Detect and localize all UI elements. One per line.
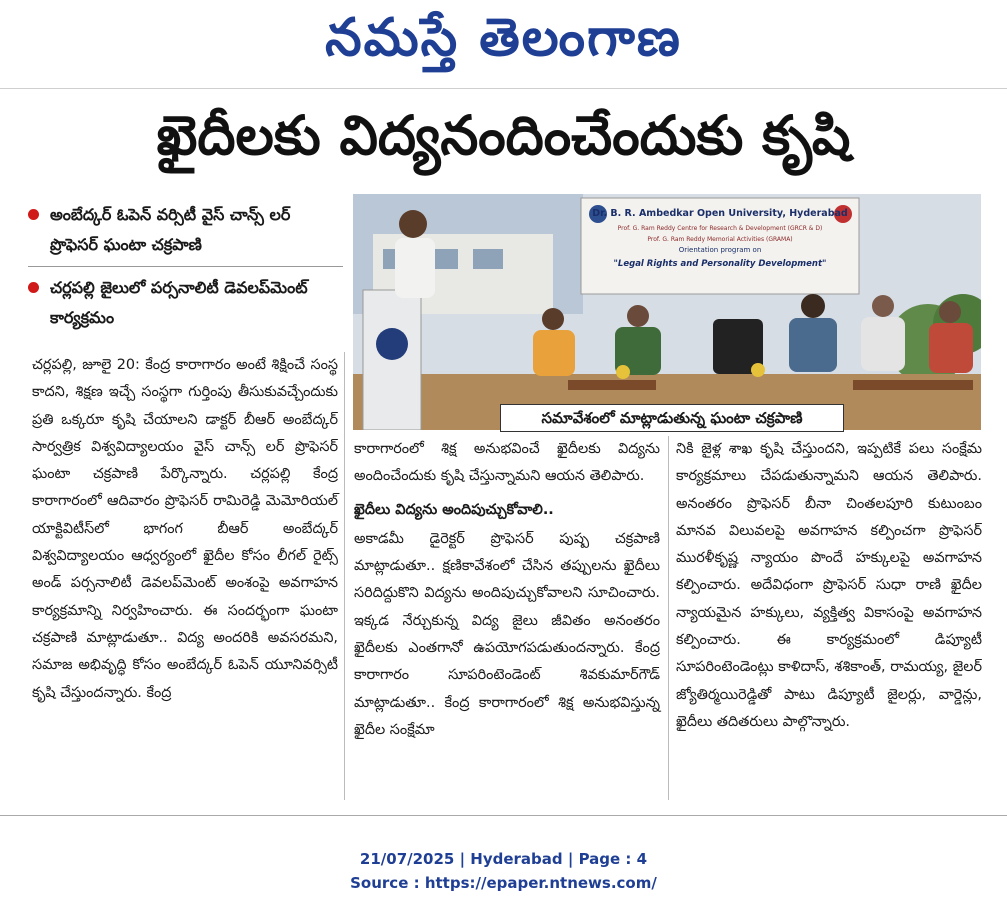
bullet-item <box>28 200 343 260</box>
banner-line-2: Prof. G. Ram Reddy Memorial Activities (GRAMA) <box>647 236 793 243</box>
red-bullet-icon <box>28 282 39 293</box>
column-divider <box>344 352 345 800</box>
banner-topic: "Legal Rights and Personality Development" <box>613 259 827 269</box>
article-column-2 <box>354 436 660 744</box>
photo-caption: సమావేశంలో మాట్లాడుతున్న ఘంటా చక్రపాణి <box>500 404 844 432</box>
footer-source-line: Source : https://epaper.ntnews.com/ <box>350 874 657 892</box>
banner-line-1: Prof. G. Ram Reddy Centre for Research & Development (GRCR & D) <box>617 225 823 232</box>
paragraph: చర్లపల్లి, జూలై 20: కేంద్ర కారాగారం అంటే శిక్షించే సంస్థ కాదని, శిక్షణ ఇచ్చే సంస్థగా గుర్తింపు తీసుకువచ్చేందుకు ప్రతి ఒక్కరూ కృషి చేయాలని డాక్టర్ బీఆర్ అంబేద్కర్ సార్వత్రిక విశ్వవిద్యాలయం వైస్ చాన్స్ లర్ ప్రొఫెసర్ ఘంటా చక్రపాణి పేర్కొన్నారు. చర్లపల్లి కేంద్ర కారాగారంలో ఆదివారం ప్రొఫెసర్ రామిరెడ్డి మెమోరియల్ యాక్టివిటీస్‌లో భాగంగ బీఆర్ అంబేద్కర్ విశ్వవిద్యాలయం ఆధ్వర్యంలో ఖైదీల కోసం లీగల్ రైట్స్ అండ్ పర్సనాలిటీ డెవలప్‌మెంట్ అంశంపై అవగాహన కార్యక్రమాన్ని నిర్వహించారు. ఈ సందర్భంగా ఘంటా చక్రపాణి మాట్లాడుతూ.. విద్య అందరికి అవసరమని, సమాజ అభివృద్ధి కోసం అంబేద్కర్ ఓపెన్ యూనివర్సిటీ కృషి చేస్తుందన్నారు. కేంద్ర <box>32 357 338 701</box>
bullet-text: చర్లపల్లి జైలులో పర్సనాలిటీ డెవలప్‌మెంట్ కార్యక్రమం <box>50 278 308 327</box>
bullet-divider <box>28 266 343 267</box>
banner-line-3: Orientation program on <box>678 246 762 254</box>
event-photo-illustration <box>353 194 981 430</box>
article-column-1 <box>32 352 338 707</box>
paragraph: అకాడమీ డైరెక్టర్ ప్రొఫెసర్ పుష్ప చక్రపాణి మాట్లాడుతూ.. క్షణికావేశంలో చేసిన తప్పులను ఖైదీలు సరిదిద్దుకొని విద్యను అందిపుచ్చుకోవాలని సూచించారు. ఇక్కడ నేర్చుకున్న విద్య జైలు జీవితం అనంతరం ఖైదీలకు ఎంతగానో ఉపయోగపడుతుందన్నారు. కేంద్ర కారాగారం సూపరింటెండెంట్ శివకుమార్‌గౌడ్ మాట్లాడుతూ.. కేంద్ర కారాగారంలో శిక్ష అనుభవిస్తున్న ఖైదీల సంక్షేమా <box>354 530 660 738</box>
masthead-divider <box>0 88 1007 89</box>
newspaper-title: నమస్తే తెలంగాణ <box>325 8 682 68</box>
banner-title: Dr. B. R. Ambedkar Open University, Hyderabad <box>592 208 848 219</box>
bullet-item <box>28 273 343 333</box>
paragraph: కారాగారంలో శిక్ష అనుభవించే ఖైదీలకు విద్యను అందించేందుకు కృషి చేస్తున్నామని ఆయన తెలిపారు. <box>354 441 660 485</box>
masthead <box>0 0 1007 78</box>
footer-divider <box>0 815 1007 816</box>
subheading: ఖైదీలు విద్యను అందిపుచ్చుకోవాలి.. <box>354 501 554 518</box>
paragraph: నికి జైళ్ల శాఖ కృషి చేస్తుందని, ఇప్పటికే పలు సంక్షేమ కార్యక్రమాలు చేపడుతున్నామని ఆయన తెలిపారు. అనంతరం ప్రొఫెసర్ బీనా చింతలపూరి కుటుంబం మానవ విలువలపై అవగాహన కల్పించగా ప్రొఫెసర్ మురళీకృష్ణ న్యాయం పొందే హక్కులపై అవగాహన కల్పించారు. అదేవిధంగా ప్రొఫెసర్ సుధా రాణి ఖైదీల న్యాయమైన హక్కులు, వ్యక్తిత్వ వికాసంపై అవగాహన కల్పించారు. ఈ కార్యక్రమంలో డిప్యూటీ సూపరింటెండెంట్లు కాళిదాస్, శశికాంత్, రామయ్య, జైలర్ జ్యోతిర్మయిరెడ్డితో పాటు డిప్యూటీ జైలర్లు, వార్డెన్లు, ఖైదీలు తదితరులు పాల్గొన్నారు. <box>676 441 982 730</box>
bullet-text: అంబేద్కర్ ఓపెన్ వర్సిటీ వైస్ చాన్స్ లర్ ప్రొఫెసర్ ఘంటా చక్రపాణి <box>50 205 291 254</box>
headline: ఖైదీలకు విద్యనందించేందుకు కృషి <box>156 104 851 167</box>
column-divider <box>668 436 669 800</box>
footer-date-line: 21/07/2025 | Hyderabad | Page : 4 <box>359 850 648 868</box>
red-bullet-icon <box>28 209 39 220</box>
article-column-3 <box>676 436 982 736</box>
event-photo <box>353 194 981 430</box>
bullet-list <box>28 200 343 333</box>
